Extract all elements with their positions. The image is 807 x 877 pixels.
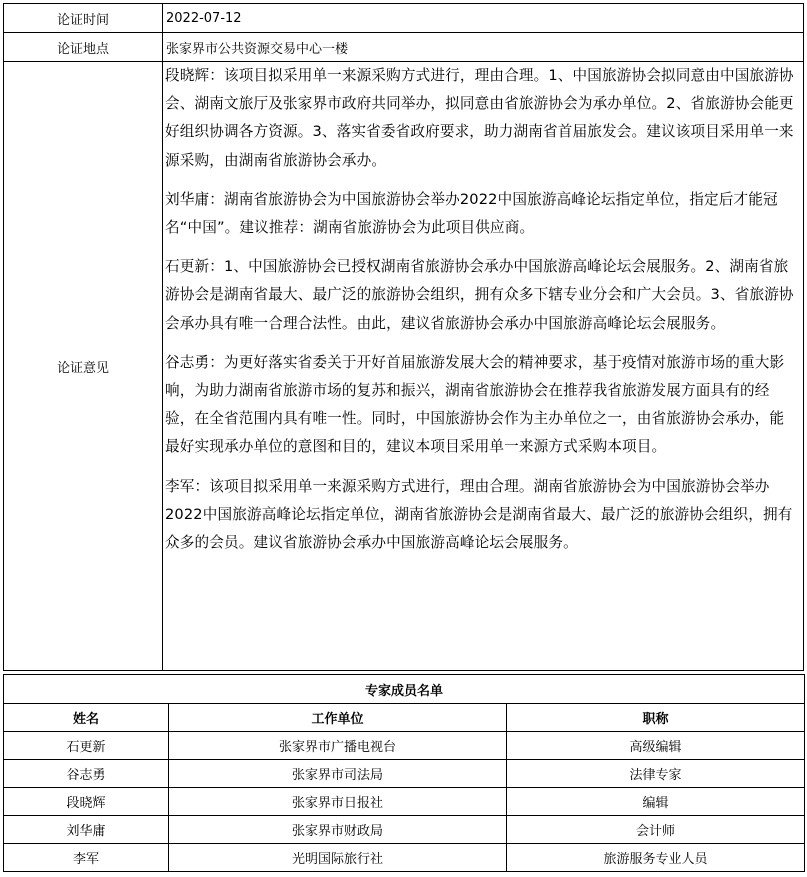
member-unit: 张家界市日报社 xyxy=(169,788,507,816)
opinion-paragraph: 石更新：1、中国旅游协会已授权湖南省旅游协会承办中国旅游高峰论坛会展服务。2、湖南省旅游协会是湖南省最大、最广泛的旅游协会组织，拥有众多下辖专业分会和广大会员。3、省旅游协会承办具有唯一合理合法性。由此，建议省旅游协会承办中国旅游高峰论坛会展服务。 xyxy=(165,258,794,332)
place-row xyxy=(4,33,804,62)
table-row xyxy=(4,816,805,844)
member-name: 段晓辉 xyxy=(4,788,169,816)
members-header-row xyxy=(4,704,805,732)
place-value: 张家界市公共资源交易中心一楼 xyxy=(163,33,804,62)
table-row xyxy=(4,844,805,872)
table-row xyxy=(4,760,805,788)
opinion-paragraph: 段晓辉：该项目拟采用单一来源采购方式进行，理由合理。1、中国旅游协会拟同意由中国旅游协会、湖南文旅厅及张家界市政府共同举办，拟同意由省旅游协会为承办单位。2、省旅游协会能更好组织协调各方资源。3、落实省委省政府要求，助力湖南省首届旅发会。建议该项目采用单一来源采购，由湖南省旅游协会承办。 xyxy=(165,67,794,169)
place-label: 论证地点 xyxy=(4,33,163,62)
member-name: 刘华庸 xyxy=(4,816,169,844)
member-unit: 张家界市司法局 xyxy=(169,760,507,788)
member-title: 编辑 xyxy=(507,788,805,816)
member-title: 法律专家 xyxy=(507,760,805,788)
member-name: 李军 xyxy=(4,844,169,872)
member-title: 旅游服务专业人员 xyxy=(507,844,805,872)
member-unit: 张家界市广播电视台 xyxy=(169,732,507,760)
opinion-paragraph: 刘华庸：湖南省旅游协会为中国旅游协会举办2022中国旅游高峰论坛指定单位，指定后才能冠名“中国”。建议推荐：湖南省旅游协会为此项目供应商。 xyxy=(165,190,778,237)
table-row xyxy=(4,788,805,816)
expert-members-table xyxy=(3,674,805,872)
member-name: 石更新 xyxy=(4,732,169,760)
table-row xyxy=(4,732,805,760)
member-title: 会计师 xyxy=(507,816,805,844)
members-title-row xyxy=(4,675,805,704)
date-value: 2022-07-12 xyxy=(163,4,804,33)
opinion-row xyxy=(4,62,804,671)
header-title: 职称 xyxy=(507,704,805,732)
header-unit: 工作单位 xyxy=(169,704,507,732)
opinion-label: 论证意见 xyxy=(4,62,163,671)
member-unit: 光明国际旅行社 xyxy=(169,844,507,872)
opinion-paragraph: 谷志勇：为更好落实省委关于开好首届旅游发展大会的精神要求，基于疫情对旅游市场的重大影响，为助力湖南省旅游市场的复苏和振兴，湖南省旅游协会在推荐我省旅游发展方面具有的经验，在全省范围内具有唯一性。同时，中国旅游协会作为主办单位之一，由省旅游协会承办，能最好实现承办单位的意图和目的，建议本项目采用单一来源方式采购本项目。 xyxy=(165,353,785,456)
header-name: 姓名 xyxy=(4,704,169,732)
member-name: 谷志勇 xyxy=(4,760,169,788)
opinion-content xyxy=(163,62,804,671)
date-row xyxy=(4,4,804,33)
members-title: 专家成员名单 xyxy=(4,675,805,704)
member-unit: 张家界市财政局 xyxy=(169,816,507,844)
member-title: 高级编辑 xyxy=(507,732,805,760)
opinion-paragraph: 李军：该项目拟采用单一来源采购方式进行，理由合理。湖南省旅游协会为中国旅游协会举办2022中国旅游高峰论坛指定单位，湖南省旅游协会是湖南省最大、最广泛的旅游协会组织，拥有众多的会员。建议省旅游协会承办中国旅游高峰论坛会展服务。 xyxy=(165,477,793,552)
date-label: 论证时间 xyxy=(4,4,163,33)
demonstration-info-table xyxy=(3,3,804,671)
